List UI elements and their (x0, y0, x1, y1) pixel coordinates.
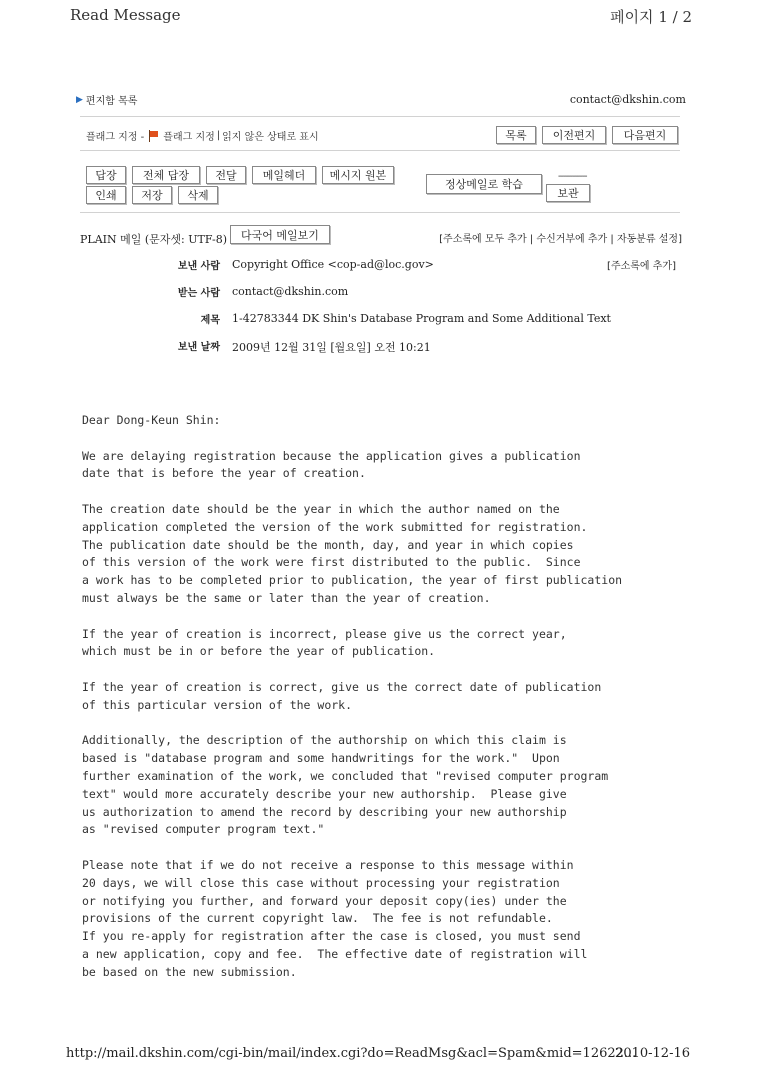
print-title: Read Message (70, 6, 181, 24)
message-body: Dear Dong-Keun Shin: We are delaying registration because the application gives a publication date that is before the year of creation. The creation date should be the year in which the author named on the application completed the version of the work submitted for registration. The publication date should be the month, day, and year in which copies of this version of the work were first distributed to the public. Since a work has to be completed prior to publication, the year of first publication must always be the same or later than the year of creation. If the year of creation is incorrect, please give us the correct year, which must be in or before the year of publication. If the year of creation is correct, give us the correct date of publication of this particular version of the work. Additionally, the description of the authorship on which this claim is based is "database program and some handwritings for the work." Upon further examination of the work, we concluded that "revised computer program text" would more accurately describe your new authorship. Please give us authorization to amend the record by describing your new authorship as "revised computer program text." Please note that if we do not receive a response to this message within 20 days, we will close this case without processing your registration or notifying you further, and forward your deposit copy(ies) under the provisions of the current copyright law. The fee is not refundable. If you re-apply for registration after the case is closed, you must send a new application, copy and fee. The effective date of registration will be based on the new submission. (82, 413, 623, 979)
archive-folder-select[interactable]: ------------ (558, 171, 587, 182)
flag-toolbar (86, 128, 319, 143)
learn-normal-mail-button[interactable]: 정상메일로 학습 (426, 174, 542, 194)
keep-button[interactable]: 보관 (546, 184, 590, 202)
save-button[interactable]: 저장 (132, 186, 172, 204)
mailbox-list-link[interactable] (76, 92, 137, 107)
subject-value: 1-42783344 DK Shin's Database Program and Some Additional Text (232, 312, 611, 325)
arrow-right-icon: ▶ (76, 94, 83, 105)
date-value: 2009년 12월 31일 [월요일] 오전 10:21 (232, 341, 431, 354)
next-message-button[interactable]: 다음편지 (612, 126, 678, 144)
from-label: 보낸 사람 (177, 261, 220, 272)
page-indicator: 페이지 1 / 2 (610, 8, 692, 26)
mail-header-button[interactable]: 메일헤더 (252, 166, 316, 184)
list-button[interactable]: 목록 (496, 126, 536, 144)
forward-button[interactable]: 전달 (206, 166, 246, 184)
reply-all-button[interactable]: 전체 답장 (132, 166, 200, 184)
to-label: 받는 사람 (177, 288, 220, 299)
addressbook-actions[interactable]: [주소록에 모두 추가 | 수신거부에 추가 | 자동분류 설정] (439, 234, 682, 245)
mailbox-list-label: 편지함 목록 (85, 96, 138, 107)
divider (80, 150, 680, 151)
to-value: contact@dkshin.com (232, 285, 349, 298)
flag-set-link[interactable]: 플래그 지정 (163, 132, 215, 143)
message-source-button[interactable]: 메시지 원본 (322, 166, 394, 184)
date-label: 보낸 날짜 (177, 342, 220, 353)
print-button[interactable]: 인쇄 (86, 186, 126, 204)
divider (80, 116, 680, 117)
footer-url: http://mail.dkshin.com/cgi-bin/mail/index.cgi?do=ReadMsg&acl=Spam&mid=12622... (66, 1046, 637, 1061)
account-email: contact@dkshin.com (569, 93, 686, 106)
charset-info: PLAIN 메일 (문자셋: UTF-8) (80, 233, 227, 246)
add-to-addressbook-link[interactable]: [주소록에 추가] (607, 261, 676, 272)
delete-button[interactable]: 삭제 (178, 186, 218, 204)
flag-set-label: 플래그 지정 - (86, 132, 145, 143)
subject-label: 제목 (200, 315, 220, 326)
multilang-view-button[interactable]: 다국어 메일보기 (230, 225, 330, 244)
from-value: Copyright Office <cop-ad@loc.gov> (232, 258, 434, 271)
flag-icon[interactable] (148, 130, 159, 142)
divider (80, 212, 680, 213)
reply-button[interactable]: 답장 (86, 166, 126, 184)
separator: | (216, 130, 221, 141)
prev-message-button[interactable]: 이전편지 (542, 126, 606, 144)
mark-unread-link[interactable]: 읽지 않은 상태로 표시 (222, 132, 319, 143)
footer-date: 2010-12-16 (615, 1046, 690, 1061)
